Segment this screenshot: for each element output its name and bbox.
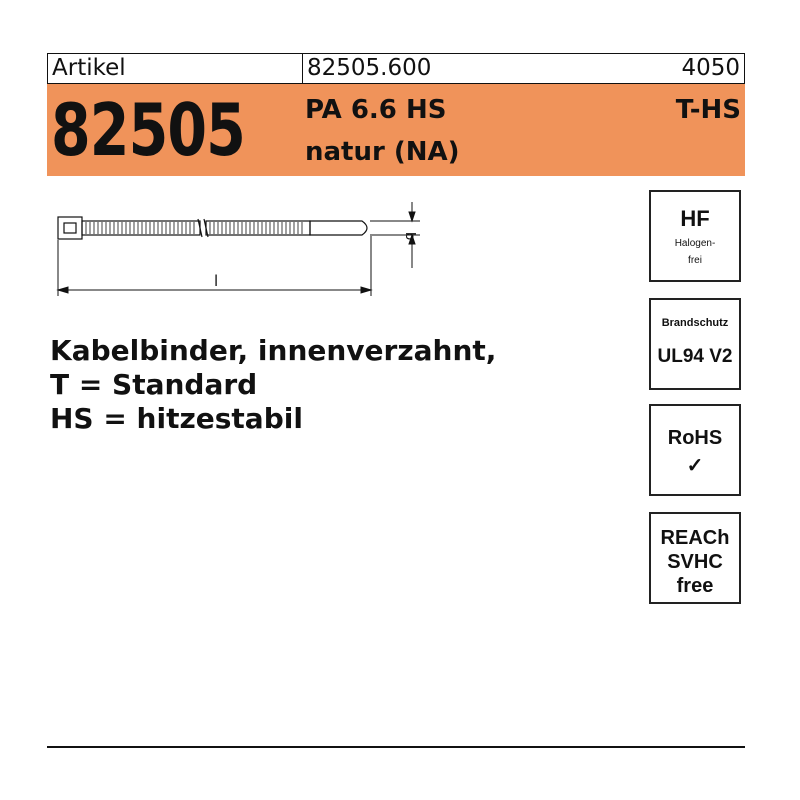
article-full-number-cell xyxy=(303,54,744,83)
hf-badge-title: HF xyxy=(680,206,710,231)
width-arrow-top xyxy=(409,212,415,221)
reach-badge xyxy=(649,512,741,604)
hf-badge-sub-1: Halogen- xyxy=(674,238,716,249)
article-label: Artikel xyxy=(48,54,303,83)
length-label: l xyxy=(214,272,219,290)
material-line-1: PA 6.6 HS xyxy=(305,95,447,125)
description-line-1: Kabelbinder, innenverzahnt, xyxy=(50,334,497,367)
description-line-3: HS = hitzestabil xyxy=(50,402,303,435)
fire-protection-badge xyxy=(649,298,741,390)
checkmark-icon: ✓ xyxy=(686,455,704,477)
cable-tie-head-slot xyxy=(64,223,76,233)
reach-badge-line-1: REACh xyxy=(660,527,730,549)
description-line-2: T = Standard xyxy=(50,368,258,401)
article-number: 82505 xyxy=(51,88,245,172)
product-description xyxy=(50,334,496,436)
article-full-number: 82505.600 xyxy=(307,55,432,81)
length-arrow-left xyxy=(58,287,68,293)
strap-teeth-1 xyxy=(86,222,194,234)
length-arrow-right xyxy=(361,287,371,293)
cable-tie-head xyxy=(58,217,82,239)
article-code: 4050 xyxy=(681,55,740,81)
fire-badge-title: Brandschutz xyxy=(661,317,729,329)
reach-badge-line-3: free xyxy=(676,575,714,597)
hf-badge-sub-2: frei xyxy=(688,255,702,266)
material-line-2: natur (NA) xyxy=(305,137,460,167)
article-header-row xyxy=(47,53,745,84)
strap-teeth-2 xyxy=(210,222,302,234)
reach-badge-line-2: SVHC xyxy=(667,551,723,573)
bottom-divider xyxy=(47,746,745,748)
rohs-badge-title: RoHS xyxy=(667,427,723,449)
width-label: b xyxy=(402,232,417,241)
rohs-badge xyxy=(649,404,741,496)
article-title-band xyxy=(47,84,745,176)
cable-tie-drawing xyxy=(40,190,440,305)
cable-tie-tail xyxy=(310,221,367,235)
type-code: T-HS xyxy=(675,95,741,125)
halogen-free-badge xyxy=(649,190,741,282)
fire-badge-value: UL94 V2 xyxy=(657,346,733,367)
